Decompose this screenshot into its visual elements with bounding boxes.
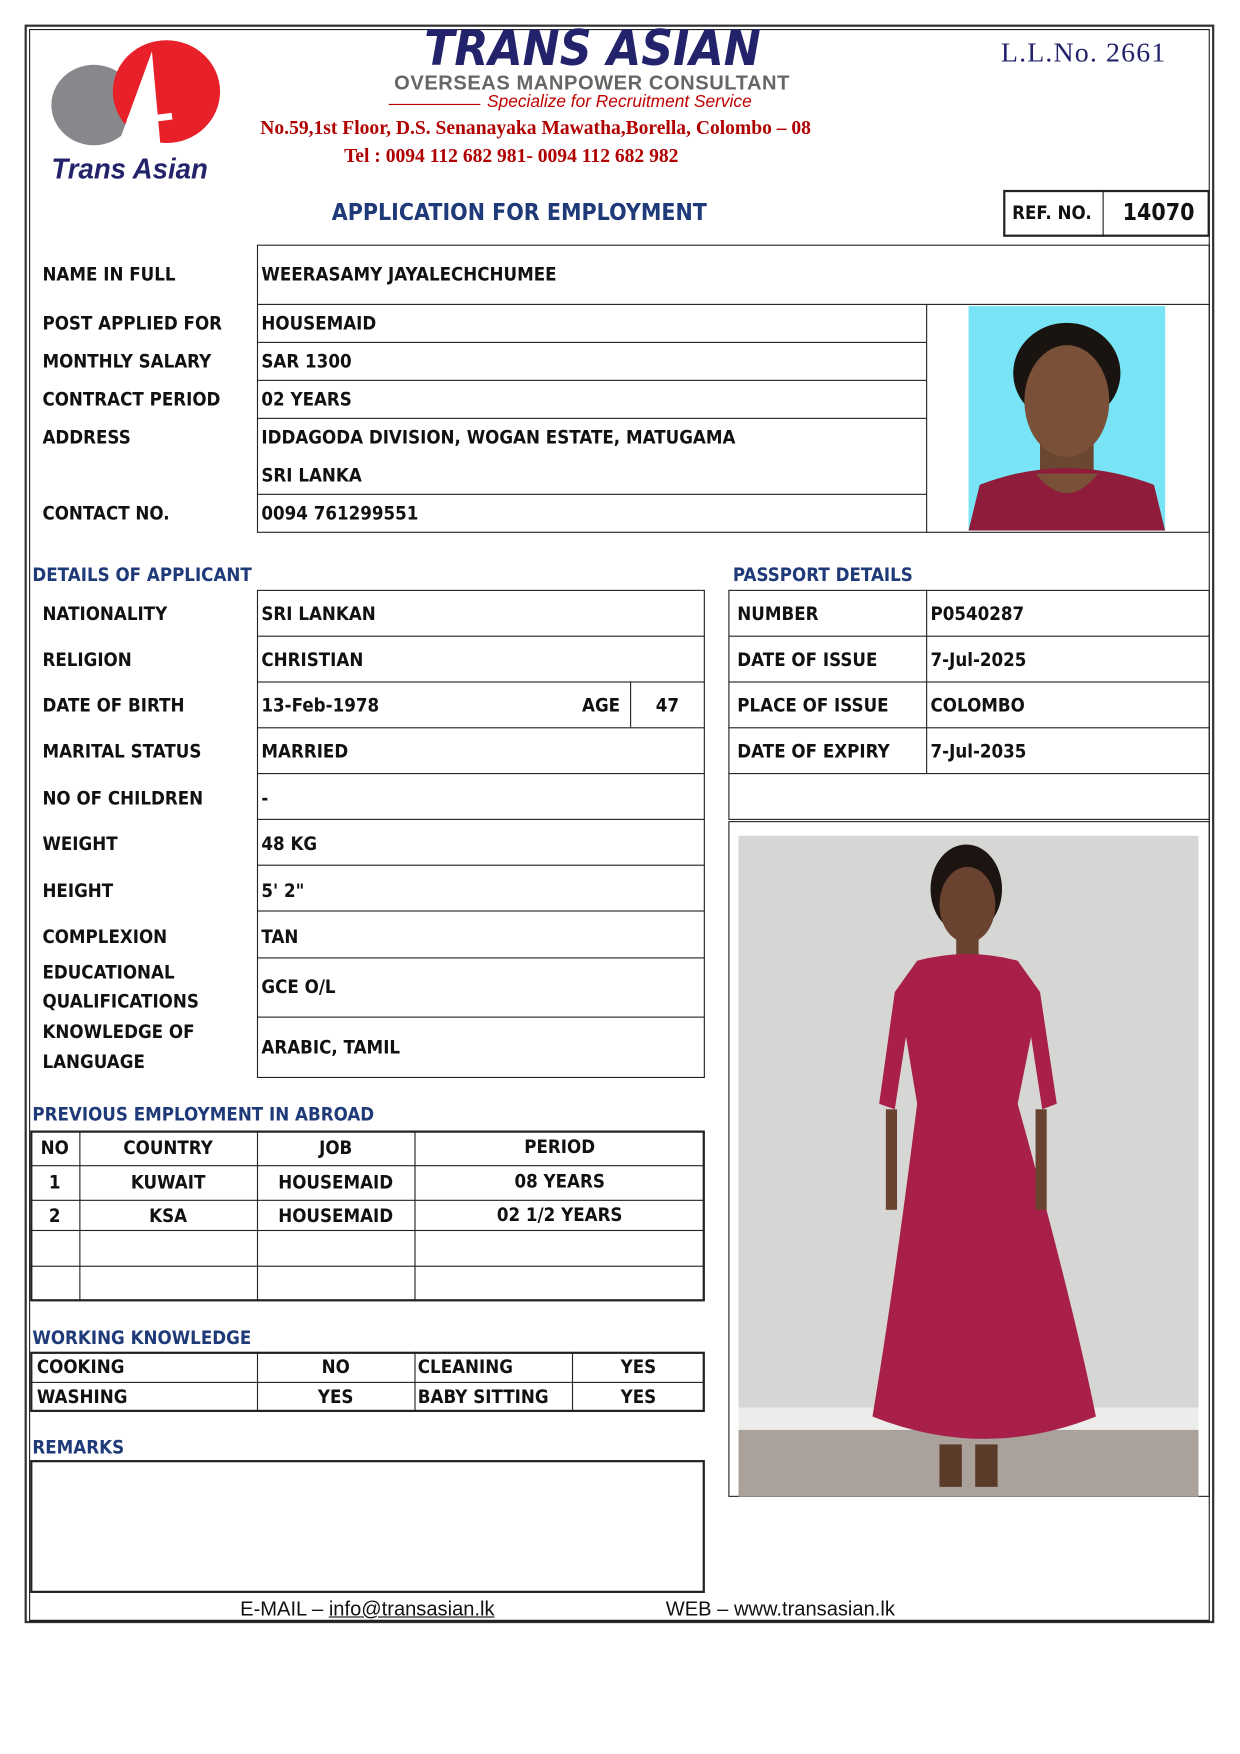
ref-label: REF. NO.	[1012, 202, 1092, 225]
value-language: ARABIC, TAMIL	[261, 1036, 401, 1060]
col-job: JOB	[319, 1137, 353, 1160]
label-language: KNOWLEDGE OF	[42, 1021, 195, 1044]
skill-washing: WASHING	[36, 1386, 128, 1409]
col-country: COUNTRY	[123, 1137, 213, 1160]
value-religion: CHRISTIAN	[261, 649, 364, 672]
employment-job: HOUSEMAID	[278, 1205, 394, 1228]
company-phone: Tel : 0094 112 682 981- 0094 112 682 982	[344, 144, 679, 167]
value-dob: 13-Feb-1978	[261, 694, 380, 718]
brand-title: TRANS ASIAN	[423, 20, 761, 78]
form-title: APPLICATION FOR EMPLOYMENT	[331, 198, 707, 226]
col-no: NO	[40, 1137, 69, 1160]
label-issue-place: PLACE OF ISSUE	[737, 694, 889, 718]
skill-washing-value: YES	[317, 1386, 354, 1409]
value-marital: MARRIED	[261, 740, 349, 763]
skill-baby-sitting: BABY SITTING	[417, 1386, 549, 1409]
value-expiry-date: 7-Jul-2035	[930, 740, 1027, 763]
label-contract: CONTRACT PERIOD	[42, 388, 221, 412]
label-issue-date: DATE OF ISSUE	[737, 649, 878, 672]
label-education-2: QUALIFICATIONS	[42, 990, 199, 1014]
value-name: WEERASAMY JAYALECHCHUMEE	[261, 263, 557, 286]
license-number: L.L.No. 2661	[1000, 37, 1167, 69]
label-religion: RELIGION	[42, 649, 132, 672]
value-issue-place: COLOMBO	[930, 694, 1025, 718]
footer-web[interactable]: WEB – www.transasian.lk	[665, 1597, 895, 1620]
employment-country: KSA	[149, 1205, 188, 1228]
employment-period: 08 YEARS	[514, 1170, 605, 1194]
skill-cooking-value: NO	[321, 1356, 350, 1379]
label-marital: MARITAL STATUS	[42, 740, 202, 763]
label-education: EDUCATIONAL	[42, 961, 175, 985]
label-weight: WEIGHT	[42, 833, 118, 856]
tagline-rule	[389, 104, 481, 105]
skill-cleaning-value: YES	[620, 1356, 657, 1379]
value-issue-date: 7-Jul-2025	[930, 649, 1027, 672]
value-nationality: SRI LANKAN	[261, 603, 376, 626]
employment-period: 02 1/2 YEARS	[496, 1204, 623, 1227]
tagline: Specialize for Recruitment Service	[487, 92, 752, 112]
remarks-heading: REMARKS	[32, 1436, 125, 1459]
employment-job: HOUSEMAID	[278, 1171, 394, 1195]
label-expiry-date: DATE OF EXPIRY	[737, 740, 890, 763]
skill-cleaning: CLEANING	[417, 1356, 513, 1379]
applicant-heading: DETAILS OF APPLICANT	[32, 564, 252, 587]
value-height: 5' 2"	[261, 880, 305, 903]
value-weight: 48 KG	[261, 833, 318, 856]
skills-heading: WORKING KNOWLEDGE	[32, 1327, 252, 1350]
employment-no: 2	[48, 1205, 61, 1228]
employment-no: 1	[48, 1171, 61, 1195]
employment-heading: PREVIOUS EMPLOYMENT IN ABROAD	[32, 1103, 375, 1127]
brand-title-wrap	[353, 22, 831, 76]
logo-text: Trans Asian	[51, 151, 208, 186]
value-address-country: SRI LANKA	[261, 464, 362, 488]
ref-number: 14070	[1122, 198, 1195, 226]
value-age: 47	[655, 694, 680, 718]
label-age: AGE	[582, 694, 621, 718]
company-logo	[49, 38, 223, 155]
footer-email-link[interactable]: info@transasian.lk	[328, 1597, 495, 1620]
label-complexion: COMPLEXION	[42, 926, 168, 949]
value-contract: 02 YEARS	[261, 388, 352, 412]
label-salary: MONTHLY SALARY	[42, 350, 212, 374]
value-education: GCE O/L	[261, 976, 336, 999]
brand-subtitle: OVERSEAS MANPOWER CONSULTANT	[394, 71, 790, 94]
label-language-2: LANGUAGE	[42, 1051, 145, 1074]
passport-heading: PASSPORT DETAILS	[732, 564, 913, 587]
value-post: HOUSEMAID	[261, 312, 377, 336]
footer-email	[240, 1597, 494, 1620]
value-children: -	[261, 787, 269, 810]
label-dob: DATE OF BIRTH	[42, 694, 185, 718]
label-nationality: NATIONALITY	[42, 603, 168, 626]
value-contact: 0094 761299551	[261, 502, 419, 526]
full-body-photo	[738, 836, 1198, 1497]
label-height: HEIGHT	[42, 880, 114, 903]
label-passport-number: NUMBER	[737, 603, 819, 626]
value-passport-number: P0540287	[930, 603, 1025, 626]
label-children: NO OF CHILDREN	[42, 787, 204, 810]
company-address: No.59,1st Floor, D.S. Senanayaka Mawatha,Borella, Colombo – 08	[260, 116, 811, 139]
label-address: ADDRESS	[42, 426, 131, 450]
passport-photo	[969, 306, 1166, 531]
label-name: NAME IN FULL	[42, 263, 176, 286]
col-period: PERIOD	[524, 1136, 596, 1159]
label-post: POST APPLIED FOR	[42, 312, 223, 336]
remarks-box	[30, 1460, 705, 1593]
footer-email-label: E-MAIL –	[240, 1597, 329, 1620]
value-address: IDDAGODA DIVISION, WOGAN ESTATE, MATUGAMA	[261, 426, 736, 450]
value-salary: SAR 1300	[261, 350, 352, 374]
skill-baby-sitting-value: YES	[620, 1386, 657, 1409]
employment-country: KUWAIT	[130, 1171, 206, 1195]
label-contact: CONTACT NO.	[42, 502, 170, 526]
skill-cooking: COOKING	[36, 1356, 125, 1379]
value-complexion: TAN	[261, 926, 299, 949]
